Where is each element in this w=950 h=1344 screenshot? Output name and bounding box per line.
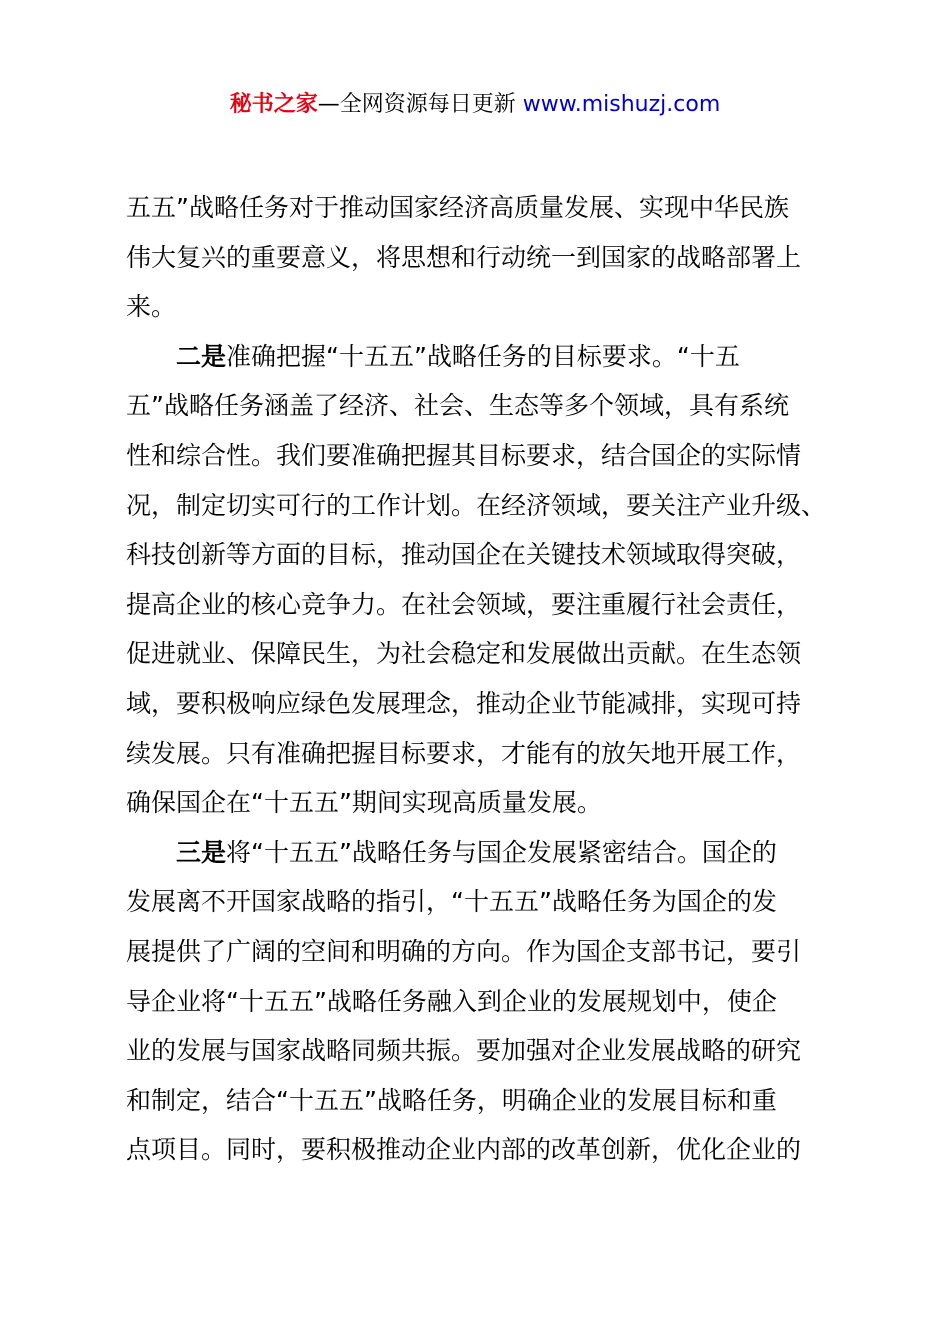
text-line: 科技创新等方面的目标，推动国企在关键技术领域取得突破，: [126, 540, 802, 570]
text-line: 促进就业、保障民生，为社会稳定和发展做出贡献。在生态领: [126, 639, 802, 669]
paragraph-3: [126, 828, 846, 1175]
text-line: 性和综合性。我们要准确把握其目标要求，结合国企的实际情: [126, 440, 802, 470]
paragraph-lead: 二是: [176, 341, 227, 371]
site-tagline: 全网资源每日更新: [339, 92, 523, 117]
header-dash: —: [317, 92, 340, 117]
text-line-body: 准确把握“十五五”战略任务的目标要求。“十五: [226, 341, 740, 371]
text-line: 提高企业的核心竞争力。在社会领域，要注重履行社会责任，: [126, 589, 802, 619]
text-line: 展提供了广阔的空间和明确的方向。作为国企支部书记，要引: [126, 936, 802, 966]
text-line: 况，制定切实可行的工作计划。在经济领域，要关注产业升级、: [126, 490, 827, 520]
paragraph-lead: 三是: [176, 837, 227, 867]
text-line: 点项目。同时，要积极推动企业内部的改革创新，优化企业的: [126, 1135, 802, 1165]
text-line: 五”战略任务涵盖了经济、社会、生态等多个领域，具有系统: [126, 391, 789, 421]
text-line: 业的发展与国家战略同频共振。要加强对企业发展战略的研究: [126, 1036, 802, 1066]
text-line: [126, 828, 846, 878]
document-body: [126, 183, 846, 1175]
page-header: [0, 88, 950, 122]
text-line: 域，要积极响应绿色发展理念，推动企业节能减排，实现可持: [126, 688, 802, 718]
paragraph-2: [126, 332, 846, 828]
text-line: 伟大复兴的重要意义，将思想和行动统一到国家的战略部署上: [126, 242, 802, 272]
text-line: 确保国企在“十五五”期间实现高质量发展。: [126, 788, 602, 818]
paragraph-1: [126, 183, 846, 332]
site-url-link[interactable]: www.mishuzj.com: [522, 92, 721, 117]
text-line: 发展离不开国家战略的指引，“十五五”战略任务为国企的发: [126, 887, 777, 917]
text-line: 和制定，结合“十五五”战略任务，明确企业的发展目标和重: [126, 1085, 777, 1115]
text-line: [126, 332, 846, 382]
text-line-body: 将“十五五”战略任务与国企发展紧密结合。国企的: [226, 837, 777, 867]
text-line: 五五”战略任务对于推动国家经济高质量发展、实现中华民族: [126, 193, 789, 222]
text-line: 来。: [126, 292, 177, 322]
text-line: 续发展。只有准确把握目标要求，才能有的放矢地开展工作，: [126, 738, 802, 768]
text-line: 导企业将“十五五”战略任务融入到企业的发展规划中，使企: [126, 986, 777, 1016]
site-brand: 秘书之家: [229, 92, 318, 117]
